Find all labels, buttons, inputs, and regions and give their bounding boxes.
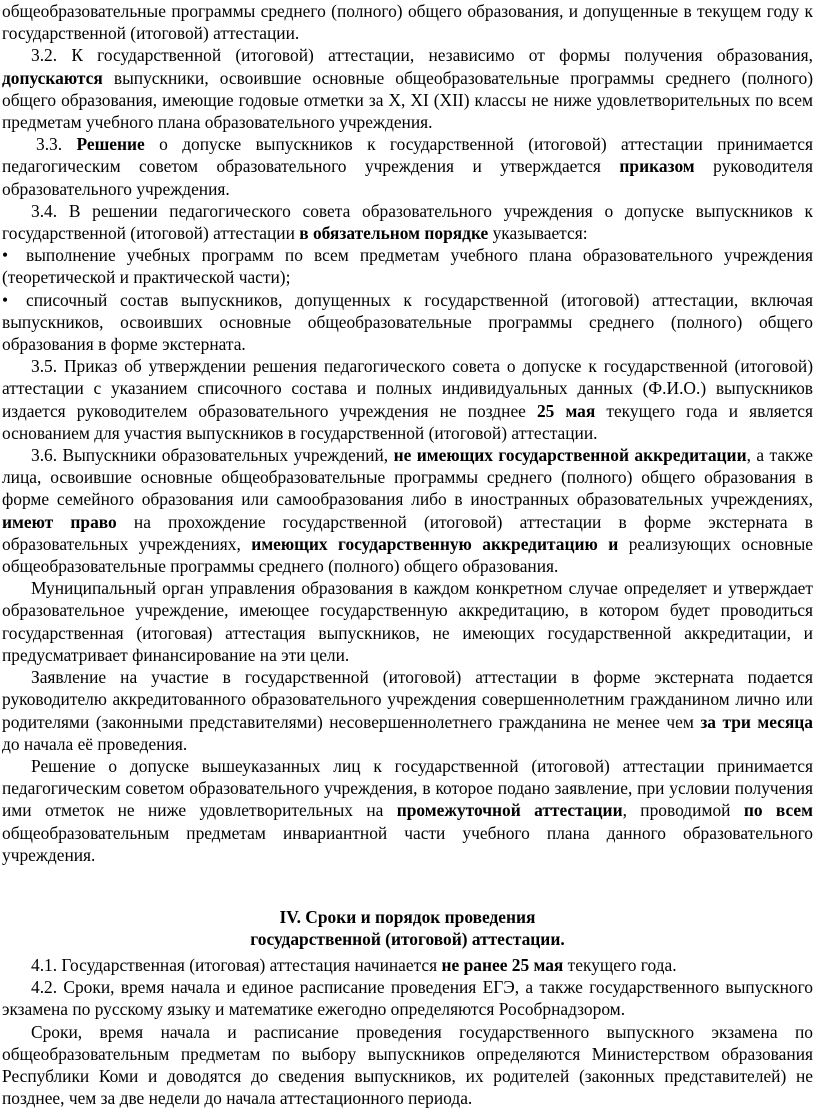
paragraph-3-4: 3.4. В решении педагогического совета образовательного учреждения о допуске выпускников к государственной (итоговой) аттестации в обязательном порядке указывается: (2, 200, 813, 244)
bold-phrase: не ранее 25 мая (441, 954, 564, 975)
paragraph-3-3: 3.3. Решение о допуске выпускников к государственной (итоговой) аттестации принимается педагогическим советом образовательного учреждения и утверждается приказом руководителя образовательного учреждения. (2, 134, 813, 199)
bold-phrase: промежуточной аттестации (396, 800, 623, 821)
bold-phrase: в обязательном порядке (299, 223, 489, 244)
paragraph-application: Заявление на участие в государственной (итоговой) аттестации в форме экстерната подается руководителю аккредитованного образовательного учреждения совершеннолетним гражданином лично или родителями (законными представителями) несовершеннолетнего гражданина не менее чем за три месяца до начала её проведения. (2, 667, 814, 754)
paragraph-4-1: 4.1. Государственная (итоговая) аттестация начинается не ранее 25 мая текущего года. (31, 954, 677, 975)
paragraph-decision: Решение о допуске вышеуказанных лиц к государственной (итоговой) аттестации принимается педагогическим советом образовательного учреждения, в которое подано заявление, при условии получения ими отметок не ниже удовлетворительных на промежуточной аттестации, проводимой по всем общеобразовательным предметам инвариантной части учебного плана данного образовательного учреждения. (2, 755, 813, 865)
bold-phrase: приказом (619, 156, 695, 177)
bold-phrase: 25 мая (536, 400, 596, 421)
bold-phrase: Решение (76, 134, 145, 155)
bold-phrase: имеющих государственную аккредитацию и (251, 533, 619, 554)
section-title-line-2: государственной (итоговой) аттестации. (250, 928, 565, 949)
bullet-icon: • (2, 245, 9, 266)
paragraph-3-5: 3.5. Приказ об утверждении решения педагогического совета о допуске к государственной (итоговой) аттестации с указанием списочного состава и полных индивидуальных данных (Ф.И.О.) выпускников издается руководителем образовательного учреждения не позднее 25 мая текущего года и является основанием для участия выпускников в государственной (итоговой) аттестации. (2, 356, 813, 443)
paragraph-municipal: Муниципальный орган управления образования в каждом конкретном случае определяет и утверждает образовательное учреждение, имеющее государственную аккредитацию, в котором будет проводиться государственная (итоговая) аттестация выпускников, не имеющих государственной аккредитации, и предусматривает финансирование на эти цели. (2, 578, 813, 665)
paragraph-terms: Сроки, время начала и расписание проведения государственного выпускного экзамена по общеобразовательным предметам по выбору выпускников определяются Министерством образования Республики Коми и доводятся до сведения выпускников, их родителей (законных представителей) не позднее, чем за две недели до начала аттестационного периода. (2, 1021, 813, 1109)
section-heading (2, 906, 813, 950)
bold-phrase: имеют право (2, 511, 117, 532)
bold-phrase: допускаются (2, 67, 103, 88)
paragraph-3-2: 3.2. К государственной (итоговой) аттестации, независимо от формы получения образования, допускаются выпускники, освоившие основные общеобразовательные программы среднего (полного) общего образования, имеющие годовые отметки за X, XI (XII) классы не ниже удовлетворительных по всем предметам учебного плана образовательного учреждения. (2, 45, 813, 133)
bullet-item-1: • выполнение учебных программ по всем предметам учебного плана образовательного учреждения (теоретической и практической части); (2, 245, 813, 288)
paragraph-3-6: 3.6. Выпускники образовательных учреждений, не имеющих государственной аккредитации, а также лица, освоившие основные общеобразовательные программы среднего (полного) общего образования в форме семейного образования или самообразования либо в иностранных образовательных учреждениях, имеют право на прохождение государственной (итоговой) аттестации в форме экстерната в образовательных учреждениях, имеющих государственную аккредитацию и реализующих основные общеобразовательные программы среднего (полного) общего образования. (2, 445, 813, 577)
section-title-line-1: IV. Сроки и порядок проведения (279, 906, 536, 927)
bullet-item-2: • списочный состав выпускников, допущенных к государственной (итоговой) аттестации, включая выпускников, освоивших основные общеобразовательные программы среднего (полного) общего образования в форме экстерната. (2, 289, 813, 355)
bullet-icon: • (2, 289, 9, 310)
paragraph-4-2: 4.2. Сроки, время начала и единое расписание проведения ЕГЭ, а также государственного выпускного экзамена по русскому языку и математике ежегодно определяются Рособрнадзором. (2, 977, 813, 1020)
bold-phrase: по всем (743, 800, 813, 821)
paragraph-intro: общеобразовательные программы среднего (полного) общего образования, и допущенные в текущем году к государственной (итоговой) аттестации. (2, 1, 813, 44)
bold-phrase: за три месяца (700, 711, 814, 732)
bold-phrase: не имеющих государственной аккредитации (393, 445, 747, 466)
